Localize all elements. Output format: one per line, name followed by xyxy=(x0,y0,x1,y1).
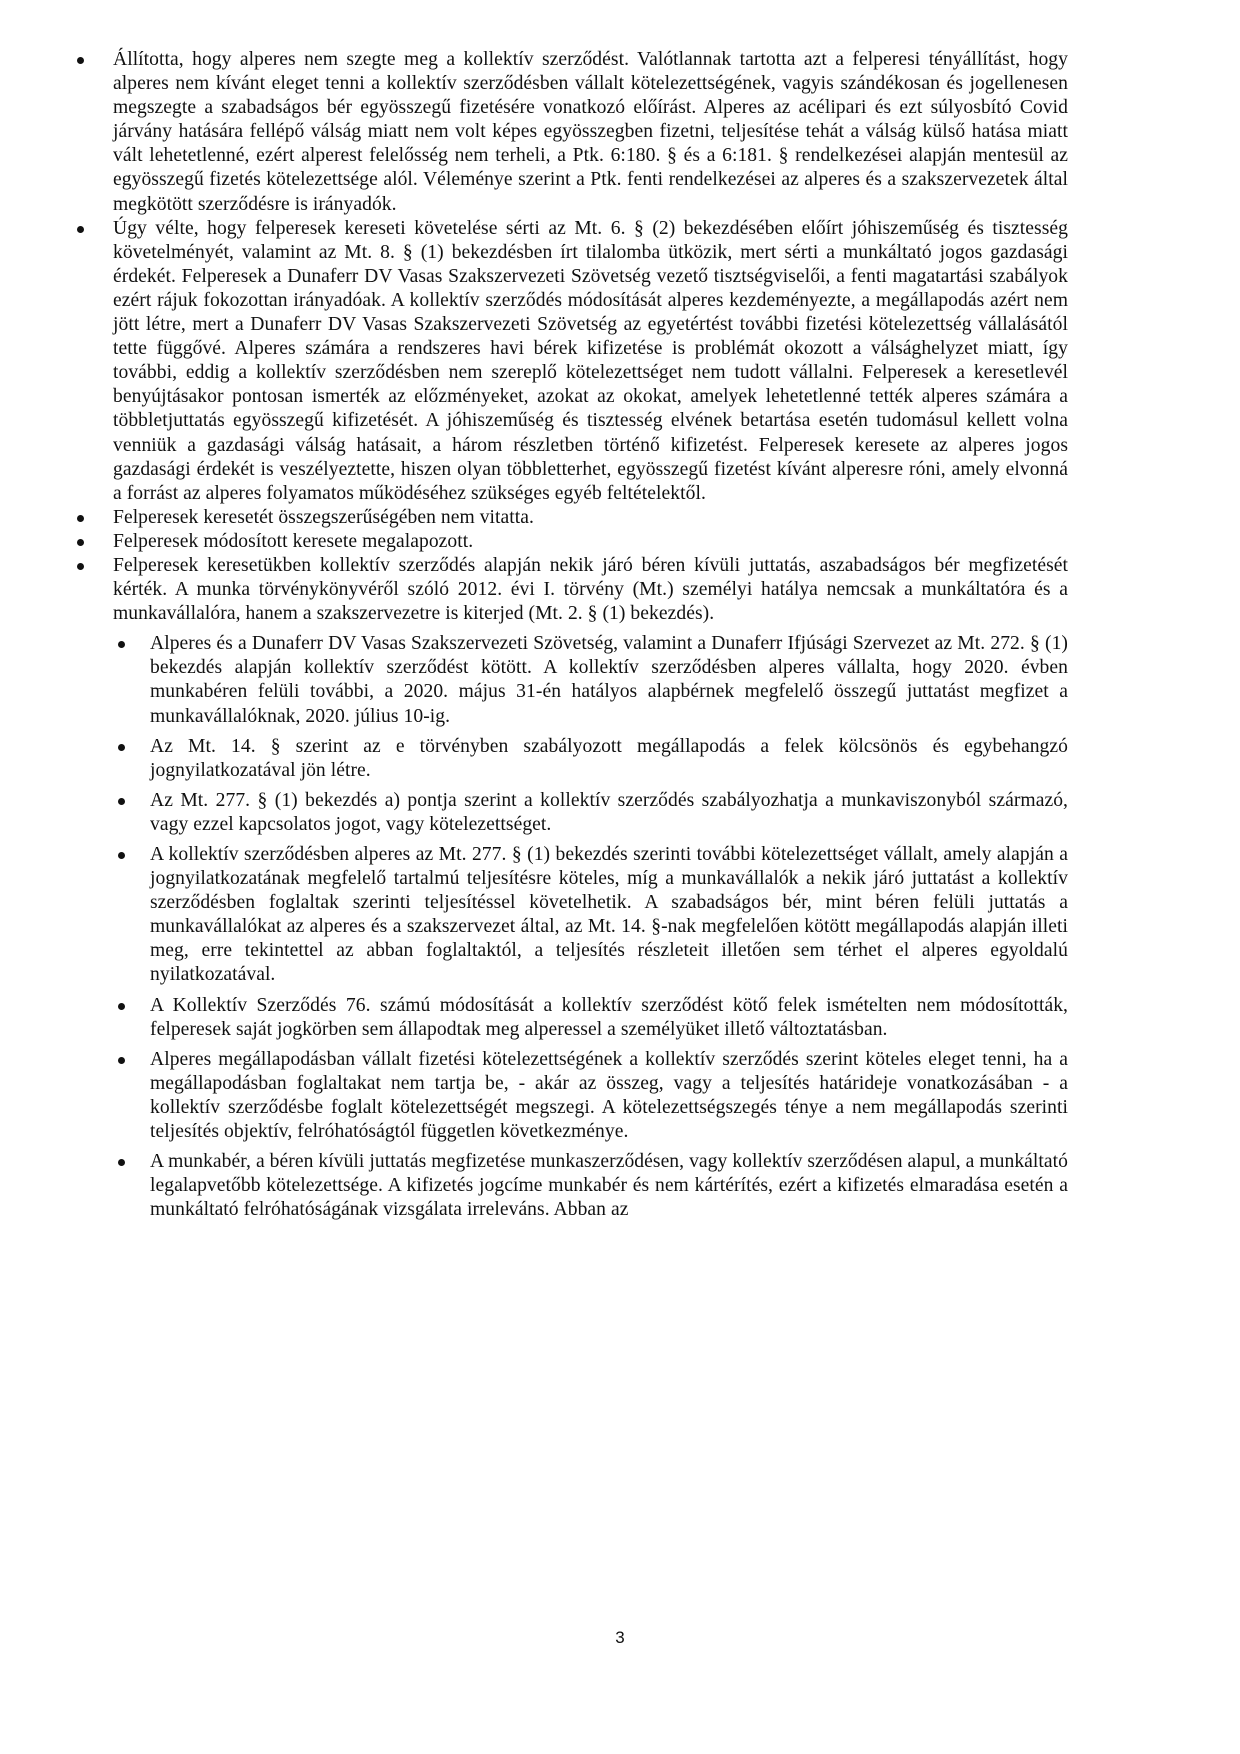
list-item-text: Felperesek módosított keresete megalapozott. xyxy=(113,530,474,552)
nested-list-item-text: A Kollektív Szerződés 76. számú módosítását a kollektív szerződést kötő felek ismételten nem módosították, felperesek saját jogkörben sem állapodtak meg alperessel a személyüket illető változtatásban. xyxy=(150,994,1068,1040)
bullet-icon xyxy=(77,563,84,570)
list-item xyxy=(72,48,1068,217)
nested-list-item-text: A kollektív szerződésben alperes az Mt. 277. § (1) bekezdés szerinti további kötelezettséget vállalt, amely alapján a jognyilatkozatának megfelelő tartalmú teljesítésre köteles, míg a munkavállalók a nekik járó juttatást a kollektív szerződésben foglaltak szerinti teljesítéssel követelhetik. A szabadságos bér, mint béren felüli juttatás a munkavállalókat az alperes és a szakszervezet által, az Mt. 14. §-nak megfelelően kötött megállapodás alapján illeti meg, erre tekintettel az abban foglaltaktól, a teljesítés részleteit illetően sem térhet el alperes egyoldalú nyilatkozatával. xyxy=(150,844,1068,986)
bullet-icon xyxy=(118,852,125,859)
nested-list-item-text: Alperes és a Dunaferr DV Vasas Szakszervezeti Szövetség, valamint a Dunaferr Ifjúsági Szervezet az Mt. 272. § (1) bekezdés alapján kollektív szerződést kötött. A kollektív szerződésben alperes vállalta, hogy 2020. évben munkabéren felüli további, a 2020. május 31-én hatályos alapbérnek megfelelő összegű juttatást megfizet a munkavállalóknak, 2020. július 10-ig. xyxy=(150,633,1068,727)
list-item-text: Állította, hogy alperes nem szegte meg a kollektív szerződést. Valótlannak tartotta azt a felperesi tényállítást, hogy alperes nem kívánt eleget tenni a kollektív szerződésben vállalt kötelezettségének, vagyis szándékosan és jogellenesen megszegte a szabadságos bér egyösszegű fizetésére vonatkozó előírást. Alperes az acélipari és ezt súlyosbító Covid járvány hatására fellépő válság miatt nem volt képes egyösszegben fizetni, teljesítése tehát a válság külső hatása miatt vált lehetetlenné, ezért alperest felelősség nem terheli, a Ptk. 6:180. § és a 6:181. § rendelkezései alapján mentesül az egyösszegű fizetés kötelezettsége alól. Véleménye szerint a Ptk. fenti rendelkezései az alperes és a szakszervezetek által megkötött szerződésre is irányadók. xyxy=(113,49,1068,215)
bullet-icon xyxy=(77,57,84,64)
nested-list-item-text: Alperes megállapodásban vállalt fizetési kötelezettségének a kollektív szerződés szerint köteles eleget tenni, ha a megállapodásban foglaltakat nem tartja be, - akár az összeg, vagy a teljesítés határideje vonatkozásában - a kollektív szerződésbe foglalt kötelezettségét megszegi. A kötelezettségszegés ténye a nem megállapodás szerinti teljesítés objektív, felróhatóságtól független következménye. xyxy=(150,1048,1068,1143)
bullet-icon xyxy=(118,641,125,648)
nested-list-item xyxy=(113,735,1068,783)
bullet-icon xyxy=(118,1003,125,1010)
list-item-text: Felperesek keresetükben kollektív szerződés alapján nekik járó béren kívüli juttatás, aszabadságos bér megfizetését kérték. A munka törvénykönyvéről szóló 2012. évi I. törvény (Mt.) személyi hatálya nemcsak a munkáltatóra és a munkavállalóra, hanem a szakszervezetre is kiterjed (Mt. 2. § (1) bekezdés). xyxy=(113,554,1068,625)
bullet-list xyxy=(72,48,1068,1222)
list-item xyxy=(72,506,1068,530)
bullet-icon xyxy=(118,1057,125,1064)
list-item xyxy=(72,554,1068,1222)
bullet-icon xyxy=(77,515,84,522)
nested-list-item-text: Az Mt. 14. § szerint az e törvényben szabályozott megállapodás a felek kölcsönös és egybehangzó jognyilatkozatával jön létre. xyxy=(150,735,1068,781)
nested-list-item-text: A munkabér, a béren kívüli juttatás megfizetése munkaszerződésen, vagy kollektív szerződésen alapul, a munkáltató legalapvetőbb kötelezettsége. A kifizetés jogcíme munkabér és nem kártérítés, ezért a kifizetés elmaradása esetén a munkáltató felróhatóságának vizsgálata irreleváns. Abban az xyxy=(150,1151,1068,1221)
bullet-icon xyxy=(77,539,84,546)
nested-list-item xyxy=(113,1150,1068,1222)
nested-list-item xyxy=(113,632,1068,728)
list-item-text: Felperesek keresetét összegszerűségében nem vitatta. xyxy=(113,506,534,528)
list-item xyxy=(72,530,1068,554)
page-number: 3 xyxy=(615,1628,625,1647)
list-item xyxy=(72,217,1068,506)
nested-bullet-list xyxy=(113,632,1068,1222)
bullet-icon xyxy=(77,226,84,233)
list-item-text: Úgy vélte, hogy felperesek kereseti követelése sérti az Mt. 6. § (2) bekezdésében előírt jóhiszeműség és tisztesség követelményét, valamint az Mt. 8. § (1) bekezdésben írt tilalomba ütközik, mert sérti a munkáltató jogos gazdasági érdekét. Felperesek a Dunaferr DV Vasas Szakszervezeti Szövetség vezető tisztségviselői, a fenti magatartási szabályok ezért rájuk fokozottan irányadóak. A kollektív szerződés módosítását alperes kezdeményezte, a megállapodás azért nem jött létre, mert a Dunaferr DV Vasas Szakszervezeti Szövetség az egyetértést további fizetési kötelezettség vállalásától tette függővé. Alperes számára a rendszeres havi bérek kifizetése is problémát okozott a válsághelyzet miatt, így további, eddig a kollektív szerződésben nem szereplő kötelezettséget nem tudott vállalni. Felperesek a keresetlevél benyújtásakor pontosan ismerték az előzményeket, azokat az okokat, amelyek lehetetlenné tették alperes számára a többletjuttatás egyösszegű kifizetését. A jóhiszeműség és tisztesség elvének betartása esetén tudomásul kellett volna venniük a gazdasági válság hatásait, a három részletben történő kifizetést. Felperesek keresete az alperes jogos gazdasági érdekét is veszélyeztette, hiszen olyan többletterhet, egyösszegű fizetést kívánt alperesre róni, amely elvonná a forrást az alperes folyamatos működéséhez szükséges egyéb feltételektől. xyxy=(113,217,1068,504)
nested-list-item xyxy=(113,1048,1068,1144)
bullet-icon xyxy=(118,1159,125,1166)
document-body xyxy=(72,48,1068,1222)
nested-list-item xyxy=(113,789,1068,837)
bullet-icon xyxy=(118,744,125,751)
nested-list-item xyxy=(113,994,1068,1042)
bullet-icon xyxy=(118,798,125,805)
nested-list-item-text: Az Mt. 277. § (1) bekezdés a) pontja szerint a kollektív szerződés szabályozhatja a munkaviszonyból származó, vagy ezzel kapcsolatos jogot, vagy kötelezettséget. xyxy=(150,789,1068,835)
nested-list-item xyxy=(113,843,1068,988)
